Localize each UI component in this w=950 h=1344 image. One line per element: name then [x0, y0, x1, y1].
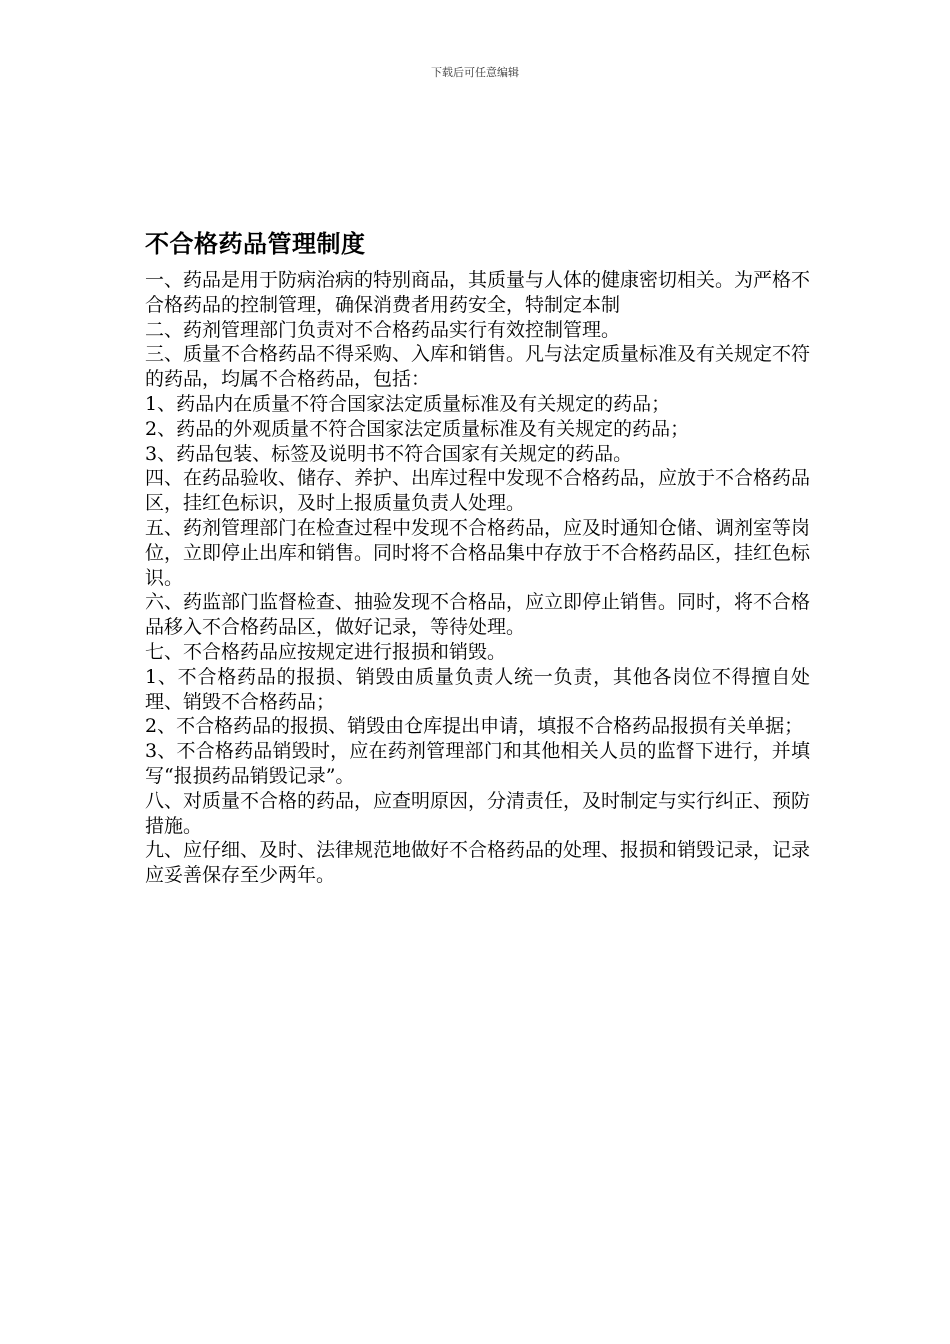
paragraph-9: 九、应仔细、及时、法律规范地做好不合格药品的处理、报损和销毁记录，记录应妥善保存至少两年。 [145, 839, 811, 887]
paragraph-7-item-2: 2、不合格药品的报损、销毁由仓库提出申请，填报不合格药品报损有关单据； [145, 715, 804, 738]
paragraph-7-item-1: 1、不合格药品的报损、销毁由质量负责人统一负责，其他各岗位不得擅自处理、销毁不合格药品； [145, 665, 810, 713]
paragraph-1: 一、药品是用于防病治病的特别商品，其质量与人体的健康密切相关。为严格不合格药品的控制管理，确保消费者用药安全，特制定本制 [145, 269, 811, 316]
paragraph-3-item-3: 3、药品包装、标签及说明书不符合国家有关规定的药品。 [145, 442, 633, 465]
paragraph-6: 六、药监部门监督检查、抽验发现不合格品，应立即停止销售。同时，将不合格品移入不合格药品区，做好记录，等待处理。 [145, 591, 811, 639]
document-body [145, 268, 810, 888]
document-content [145, 226, 810, 888]
paragraph-4: 四、在药品验收、储存、养护、出库过程中发现不合格药品，应放于不合格药品区，挂红色标识，及时上报质量负责人处理。 [145, 467, 811, 515]
paragraph-7: 七、不合格药品应按规定进行报损和销毁。 [145, 640, 507, 663]
page-header-note: 下载后可任意编辑 [431, 66, 519, 79]
paragraph-3-item-1: 1、药品内在质量不符合国家法定质量标准及有关规定的药品； [145, 392, 671, 415]
paragraph-5: 五、药剂管理部门在检查过程中发现不合格药品，应及时通知仓储、调剂室等岗位，立即停止出库和销售。同时将不合格品集中存放于不合格药品区，挂红色标识。 [145, 516, 811, 589]
paragraph-7-item-3: 3、不合格药品销毁时，应在药剂管理部门和其他相关人员的监督下进行，并填写“报损药品销毁记录”。 [145, 740, 810, 787]
document-title: 不合格药品管理制度 [145, 230, 366, 258]
paragraph-3-item-2: 2、药品的外观质量不符合国家法定质量标准及有关规定的药品； [145, 417, 690, 440]
paragraph-2: 二、药剂管理部门负责对不合格药品实行有效控制管理。 [145, 318, 621, 341]
paragraph-8: 八、对质量不合格的药品，应查明原因，分清责任，及时制定与实行纠正、预防措施。 [145, 789, 811, 837]
paragraph-3: 三、质量不合格药品不得采购、入库和销售。凡与法定质量标准及有关规定不符的药品，均属不合格药品，包括： [145, 343, 811, 391]
